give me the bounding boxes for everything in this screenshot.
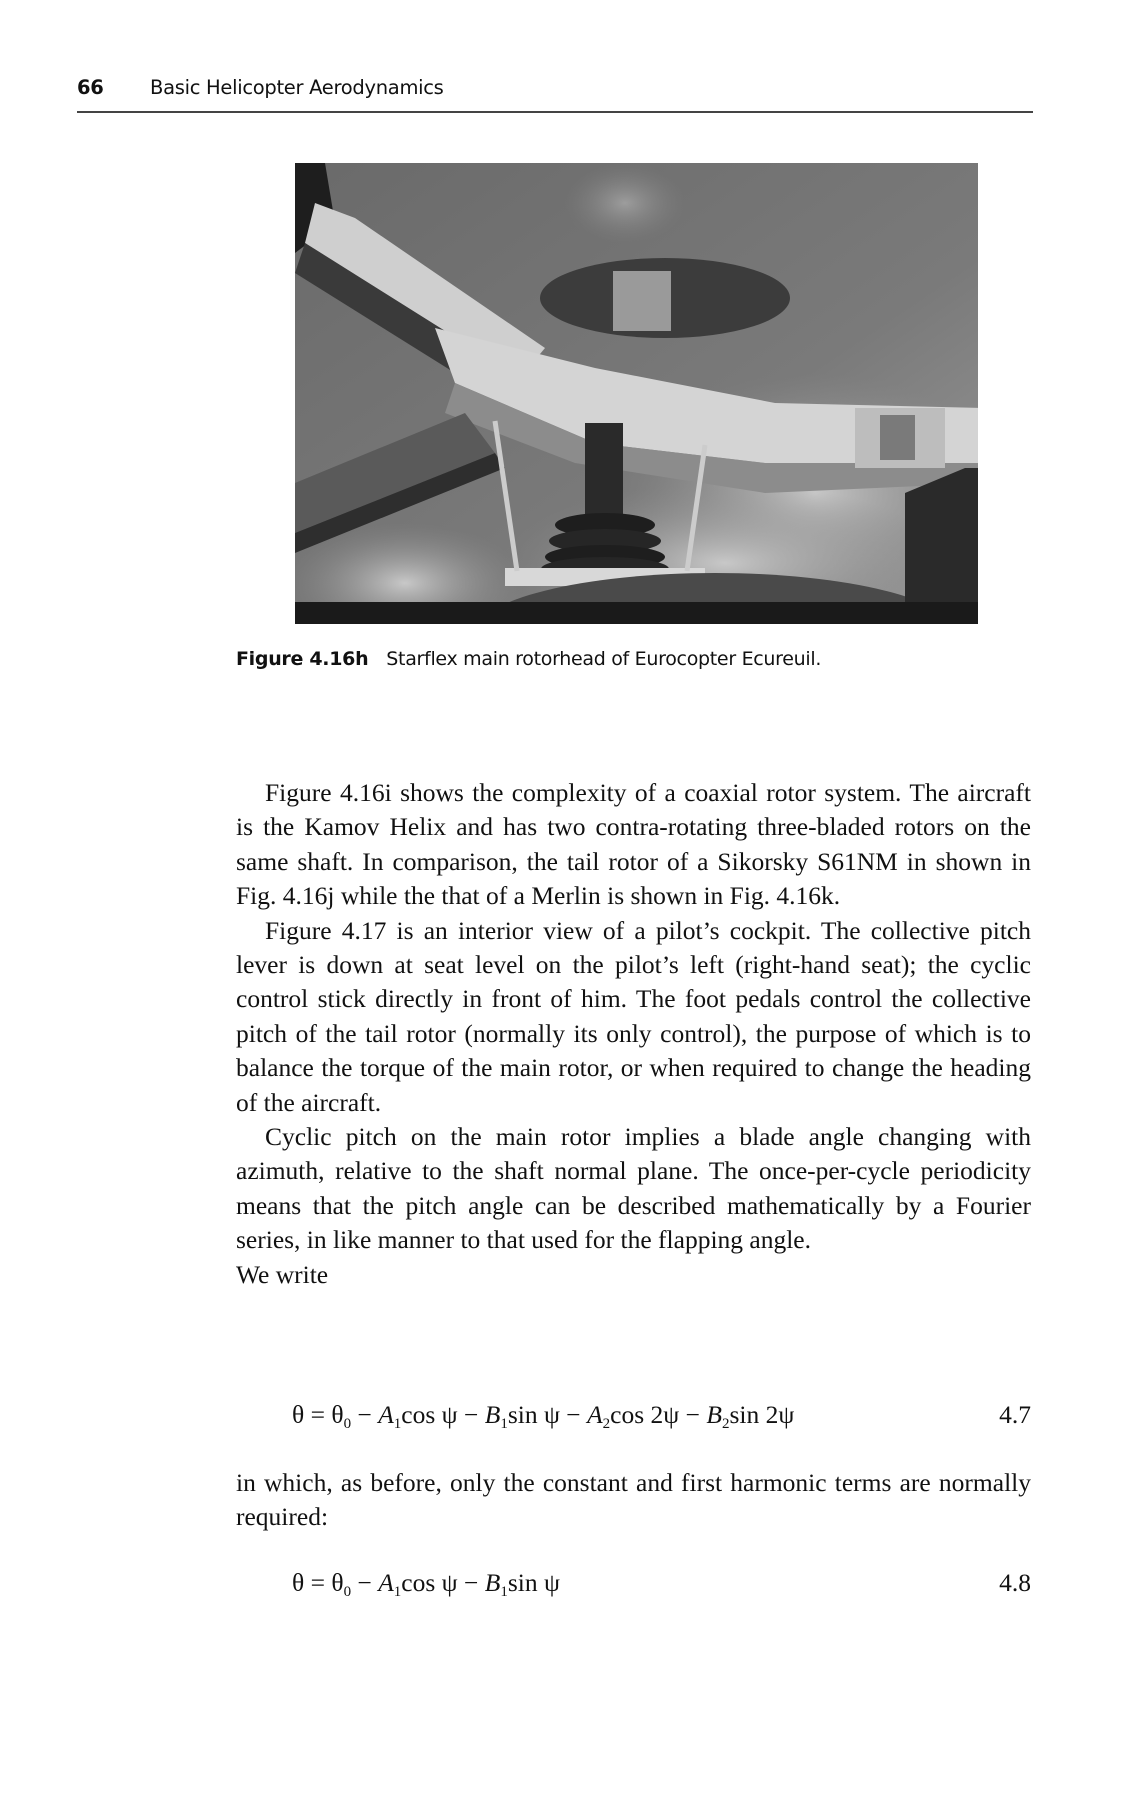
page-number: 66: [77, 76, 104, 99]
equation-4-8: [236, 1568, 1031, 1608]
lead-in: We write: [236, 1259, 329, 1289]
paragraph: Figure 4.16i shows the complexity of a coaxial rotor system. The aircraft is the Kamov Helix and has two contra-rotating three-bladed rotors on the same shaft. In comparison, the tail rotor of a Sikorsky S61NM in shown in Fig. 4.16j while the that of a Merlin is shown in Fig. 4.16k.: [236, 778, 1031, 911]
figure-caption-text: Starflex main rotorhead of Eurocopter Ecureuil.: [386, 648, 822, 670]
body-text-after-equation: [236, 1466, 1031, 1535]
equation-4-7: [236, 1400, 1031, 1440]
figure-caption: [236, 648, 821, 670]
paragraph: Cyclic pitch on the main rotor implies a blade angle changing with azimuth, relative to the shaft normal plane. The once-per-cycle periodicity means that the pitch angle can be described mathematically by a Fourier series, in like manner to that used for the flapping angle.: [236, 1122, 1031, 1255]
running-head: [77, 76, 1033, 106]
rotorhead-photo-icon: [295, 163, 978, 624]
equation-expression: $\theta = \theta_0 - A_1\cos$ $\psi - B_1\sin$ $\psi - A_2\cos$ $2\psi - B_2\sin$ 2ψ: [292, 1400, 795, 1432]
figure-label: Figure 4.16h: [236, 648, 369, 670]
paragraph: Figure 4.17 is an interior view of a pilot’s cockpit. The collective pitch lever is down at seat level on the pilot’s left (right-hand seat); the cyclic control stick directly in front of him. The foot pedals control the collective pitch of the tail rotor (normally its only control), the purpose of which is to balance the torque of the main rotor, or when required to change the heading of the aircraft.: [236, 915, 1031, 1117]
paragraph: in which, as before, only the constant and first harmonic terms are normally required:: [236, 1468, 1031, 1532]
equation-number: 4.7: [999, 1400, 1031, 1429]
equation-number: 4.8: [999, 1568, 1031, 1597]
header-rule: [77, 111, 1033, 113]
running-title: Basic Helicopter Aerodynamics: [150, 76, 444, 99]
body-text: [236, 776, 1031, 1292]
equation-expression: $\theta = \theta_0 - A_1\cos$ $\psi - B_1\sin$ ψ: [292, 1568, 560, 1600]
figure-photo-rotorhead: [295, 163, 978, 624]
